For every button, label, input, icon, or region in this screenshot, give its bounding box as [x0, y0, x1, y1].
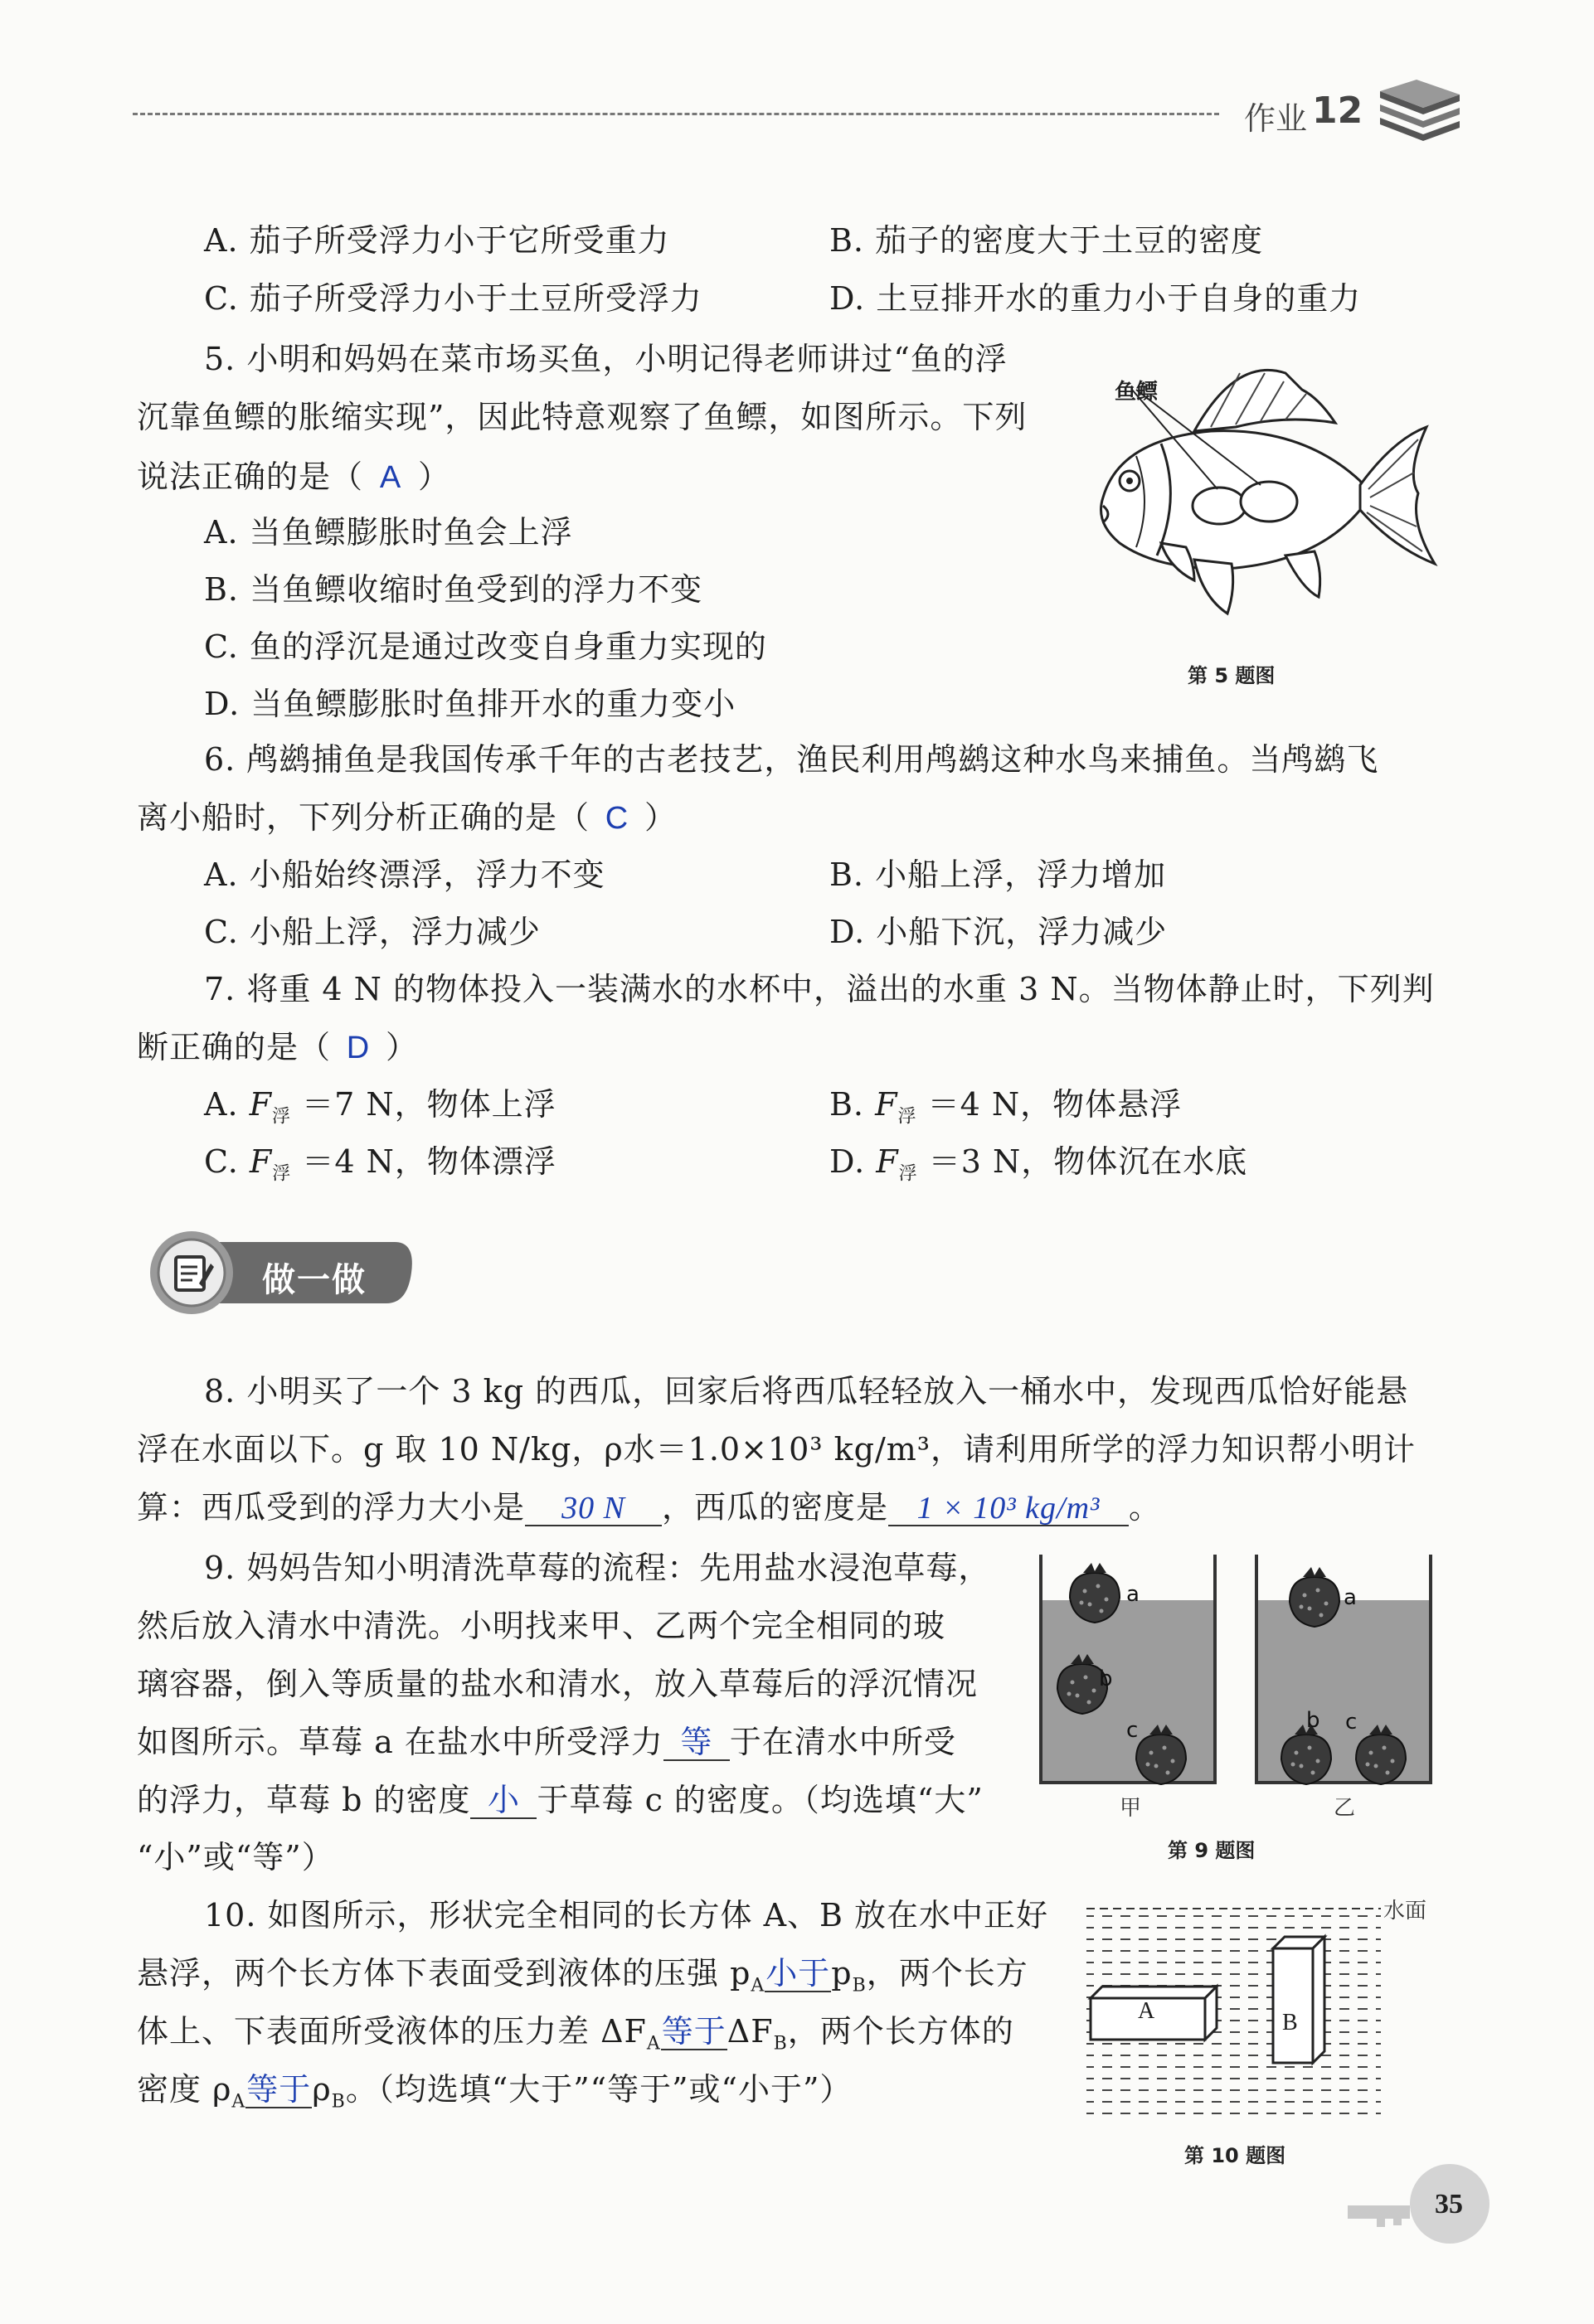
q10-pb: p [831, 1955, 853, 1992]
q5-option-b: B. 当鱼鳔收缩时鱼受到的浮力不变 [204, 571, 703, 608]
header-label: 作业 [1244, 100, 1308, 137]
q10-pa-sub: A [751, 1975, 765, 1997]
q9-answer-buoyancy: 等 [663, 1726, 730, 1761]
q9-figure-caption: 第 9 题图 [1168, 1839, 1256, 1862]
q8-line3 [137, 1488, 1161, 1526]
q7-answer: D [346, 1031, 371, 1065]
block-b-label: B [1282, 2010, 1298, 2035]
q5-option-c: C. 鱼的浮沉是通过改变自身重力实现的 [204, 628, 767, 665]
q6-option-a: A. 小船始终漂浮，浮力不变 [204, 856, 605, 893]
q4-option-c: C. 茄子所受浮力小于土豆所受浮力 [204, 280, 702, 317]
page-number: 35 [1435, 2189, 1463, 2220]
q10-rhob-sub: B [331, 2091, 346, 2113]
q10-line2 [137, 1954, 1028, 2006]
q5-stem-end: 说法正确的是（ [137, 458, 364, 495]
books-icon [1373, 76, 1465, 146]
q9-line4-pre: 如图所示。草莓 a 在盐水中所受浮力 [137, 1724, 663, 1760]
q10-answer-pressure: 小于 [765, 1957, 831, 1992]
q4-option-b: B. 茄子的密度大于土豆的密度 [829, 222, 1264, 259]
q10-rhoa-sub: A [231, 2091, 246, 2113]
q4-option-a: A. 茄子所受浮力小于它所受重力 [204, 222, 670, 259]
q6-close-paren: ） [644, 799, 678, 836]
container-jia-label: 甲 [1120, 1796, 1142, 1821]
q7-option-c-sub: 浮 [272, 1163, 292, 1185]
q6-option-b: B. 小船上浮，浮力增加 [829, 856, 1167, 893]
q6-answer: C [605, 801, 629, 836]
q7-option-b-label: B. [829, 1086, 876, 1123]
q10-line1: 10. 如图所示，形状完全相同的长方体 A、B 放在水中正好 [204, 1897, 1049, 1933]
q5-figure-caption: 第 5 题图 [1188, 664, 1276, 687]
q9-line5-pre: 的浮力，草莓 b 的密度 [137, 1782, 471, 1818]
q7-option-d [829, 1143, 1247, 1194]
q9-line3: 璃容器，倒入等质量的盐水和清水，放入草莓后的浮沉情况 [137, 1666, 979, 1702]
q8-stem-end: 。 [1129, 1489, 1162, 1526]
q7-option-b-text: ＝4 N，物体悬浮 [916, 1086, 1183, 1123]
q7-option-a-label: A. [204, 1086, 250, 1123]
q8-answer-force: 30 N [525, 1492, 662, 1526]
q7-option-a-sub: 浮 [271, 1106, 291, 1128]
q7-stem-end: 断正确的是（ [137, 1029, 332, 1065]
q7-option-d-force: F [876, 1143, 899, 1180]
q7-option-c-label: C. [204, 1143, 250, 1180]
q7-option-c-force: F [249, 1143, 273, 1180]
q10-line3-pre: 体上、下表面所受液体的压力差 ΔF [137, 2013, 647, 2050]
q10-figure-caption: 第 10 题图 [1184, 2144, 1286, 2167]
q9-line6: “小”或“等”） [137, 1839, 334, 1875]
q10-answer-density: 等于 [246, 2073, 312, 2108]
q7-option-d-text: ＝3 N，物体沉在水底 [917, 1143, 1248, 1180]
q9-line2: 然后放入清水中清洗。小明找来甲、乙两个完全相同的玻 [137, 1608, 946, 1644]
q10-fb-sub: B [773, 2033, 788, 2055]
q6-option-d: D. 小船下沉，浮力减少 [829, 914, 1168, 950]
q5-answer: A [379, 460, 402, 495]
strawberry-c-label-2: c [1345, 1710, 1358, 1735]
q8-answer-density: 1 × 10³ kg/m³ [888, 1492, 1129, 1526]
q7-option-d-label: D. [829, 1143, 877, 1180]
q7-line1: 7. 将重 4 N 的物体投入一装满水的水杯中，溢出的水重 3 N。当物体静止时，下列判 [204, 971, 1435, 1007]
q6-line2 [137, 798, 677, 837]
header-number: 12 [1312, 90, 1363, 132]
q6-stem-end: 离小船时，下列分析正确的是（ [137, 799, 590, 836]
q9-line4-post: 于在清水中所受 [729, 1724, 956, 1760]
q8-line1: 8. 小明买了一个 3 kg 的西瓜，回家后将西瓜轻轻放入一桶水中，发现西瓜恰好能悬 [204, 1373, 1409, 1409]
q4-option-d: D. 土豆排开水的重力小于自身的重力 [829, 280, 1362, 317]
q5-option-a: A. 当鱼鳔膨胀时鱼会上浮 [204, 514, 573, 551]
strawberry-c-label-1: c [1126, 1718, 1139, 1743]
q9-answer-density: 小 [470, 1784, 537, 1819]
q5-line3 [137, 458, 450, 497]
q10-answer-force-diff: 等于 [661, 2015, 727, 2050]
q7-option-a-text: ＝7 N，物体上浮 [291, 1086, 556, 1123]
q7-option-c [204, 1143, 556, 1194]
blocks-figure [1082, 1899, 1389, 2126]
q7-option-b [829, 1085, 1182, 1137]
q10-line2-post: ，两个长方 [866, 1955, 1028, 1992]
q7-option-c-text: ＝4 N，物体漂浮 [291, 1143, 556, 1180]
q5-option-d: D. 当鱼鳔膨胀时鱼排开水的重力变小 [204, 686, 736, 722]
section-title: 做一做 [262, 1261, 367, 1299]
q5-line1: 5. 小明和妈妈在菜市场买鱼，小明记得老师讲过“鱼的浮 [204, 341, 1008, 377]
block-a-label: A [1138, 1998, 1155, 2024]
q7-line2 [137, 1028, 418, 1067]
q7-option-d-sub: 浮 [898, 1163, 918, 1185]
q5-close-paren: ） [418, 458, 451, 495]
q7-option-a-force: F [249, 1086, 272, 1123]
header-dashed-rule [133, 113, 1219, 115]
q10-rhob: ρ [312, 2071, 332, 2108]
q9-line4 [137, 1723, 956, 1761]
q10-line4-post: 。（均选填“大于”“等于”或“小于”） [345, 2071, 853, 2108]
q9-line5-post: 于草莓 c 的密度。（均选填“大” [537, 1782, 984, 1818]
water-surface-label: 水面 [1383, 1899, 1427, 1924]
q8-line2: 浮在水面以下。g 取 10 N/kg，ρ水＝1.0×10³ kg/m³，请利用所学的浮力知识帮小明计 [137, 1431, 1417, 1468]
q10-line4-pre: 密度 ρ [137, 2071, 232, 2108]
q10-line2-pre: 悬浮，两个长方体下表面受到液体的压强 p [137, 1955, 751, 1992]
q6-option-c: C. 小船上浮，浮力减少 [204, 914, 541, 950]
q9-line1: 9. 妈妈告知小明清洗草莓的流程：先用盐水浸泡草莓， [204, 1550, 991, 1586]
q8-stem: 算：西瓜受到的浮力大小是 [137, 1489, 526, 1526]
q10-line3-post: ，两个长方体的 [787, 2013, 1014, 2050]
q6-line1: 6. 鸬鹚捕鱼是我国传承千年的古老技艺，渔民利用鸬鹚这种水鸟来捕鱼。当鸬鹚飞 [204, 741, 1379, 778]
strawberry-a-label-2: a [1344, 1585, 1357, 1610]
strawberry-b-label-1: b [1099, 1667, 1113, 1691]
q10-fa-sub: A [646, 2033, 661, 2055]
q10-pb-sub: B [852, 1975, 867, 1997]
q10-line3 [137, 2012, 1014, 2064]
q7-close-paren: ） [386, 1029, 419, 1065]
notepad-pencil-icon [169, 1250, 216, 1300]
q7-option-b-force: F [875, 1086, 898, 1123]
section-banner [146, 1227, 420, 1318]
container-yi-label: 乙 [1334, 1796, 1356, 1821]
q7-option-a [204, 1085, 556, 1137]
q8-stem-mid: ，西瓜的密度是 [662, 1489, 889, 1526]
q10-fb: ΔF [727, 2013, 774, 2050]
q10-line4 [137, 2070, 852, 2122]
strawberry-a-label-1: a [1126, 1582, 1140, 1607]
fish-bladder-label: 鱼鳔 [1115, 380, 1159, 405]
q5-line2: 沉靠鱼鳔的胀缩实现”，因此特意观察了鱼鳔，如图所示。下列 [137, 399, 1028, 435]
q9-line5 [137, 1781, 984, 1819]
q7-option-b-sub: 浮 [897, 1106, 917, 1128]
strawberry-b-label-2: b [1306, 1708, 1320, 1733]
